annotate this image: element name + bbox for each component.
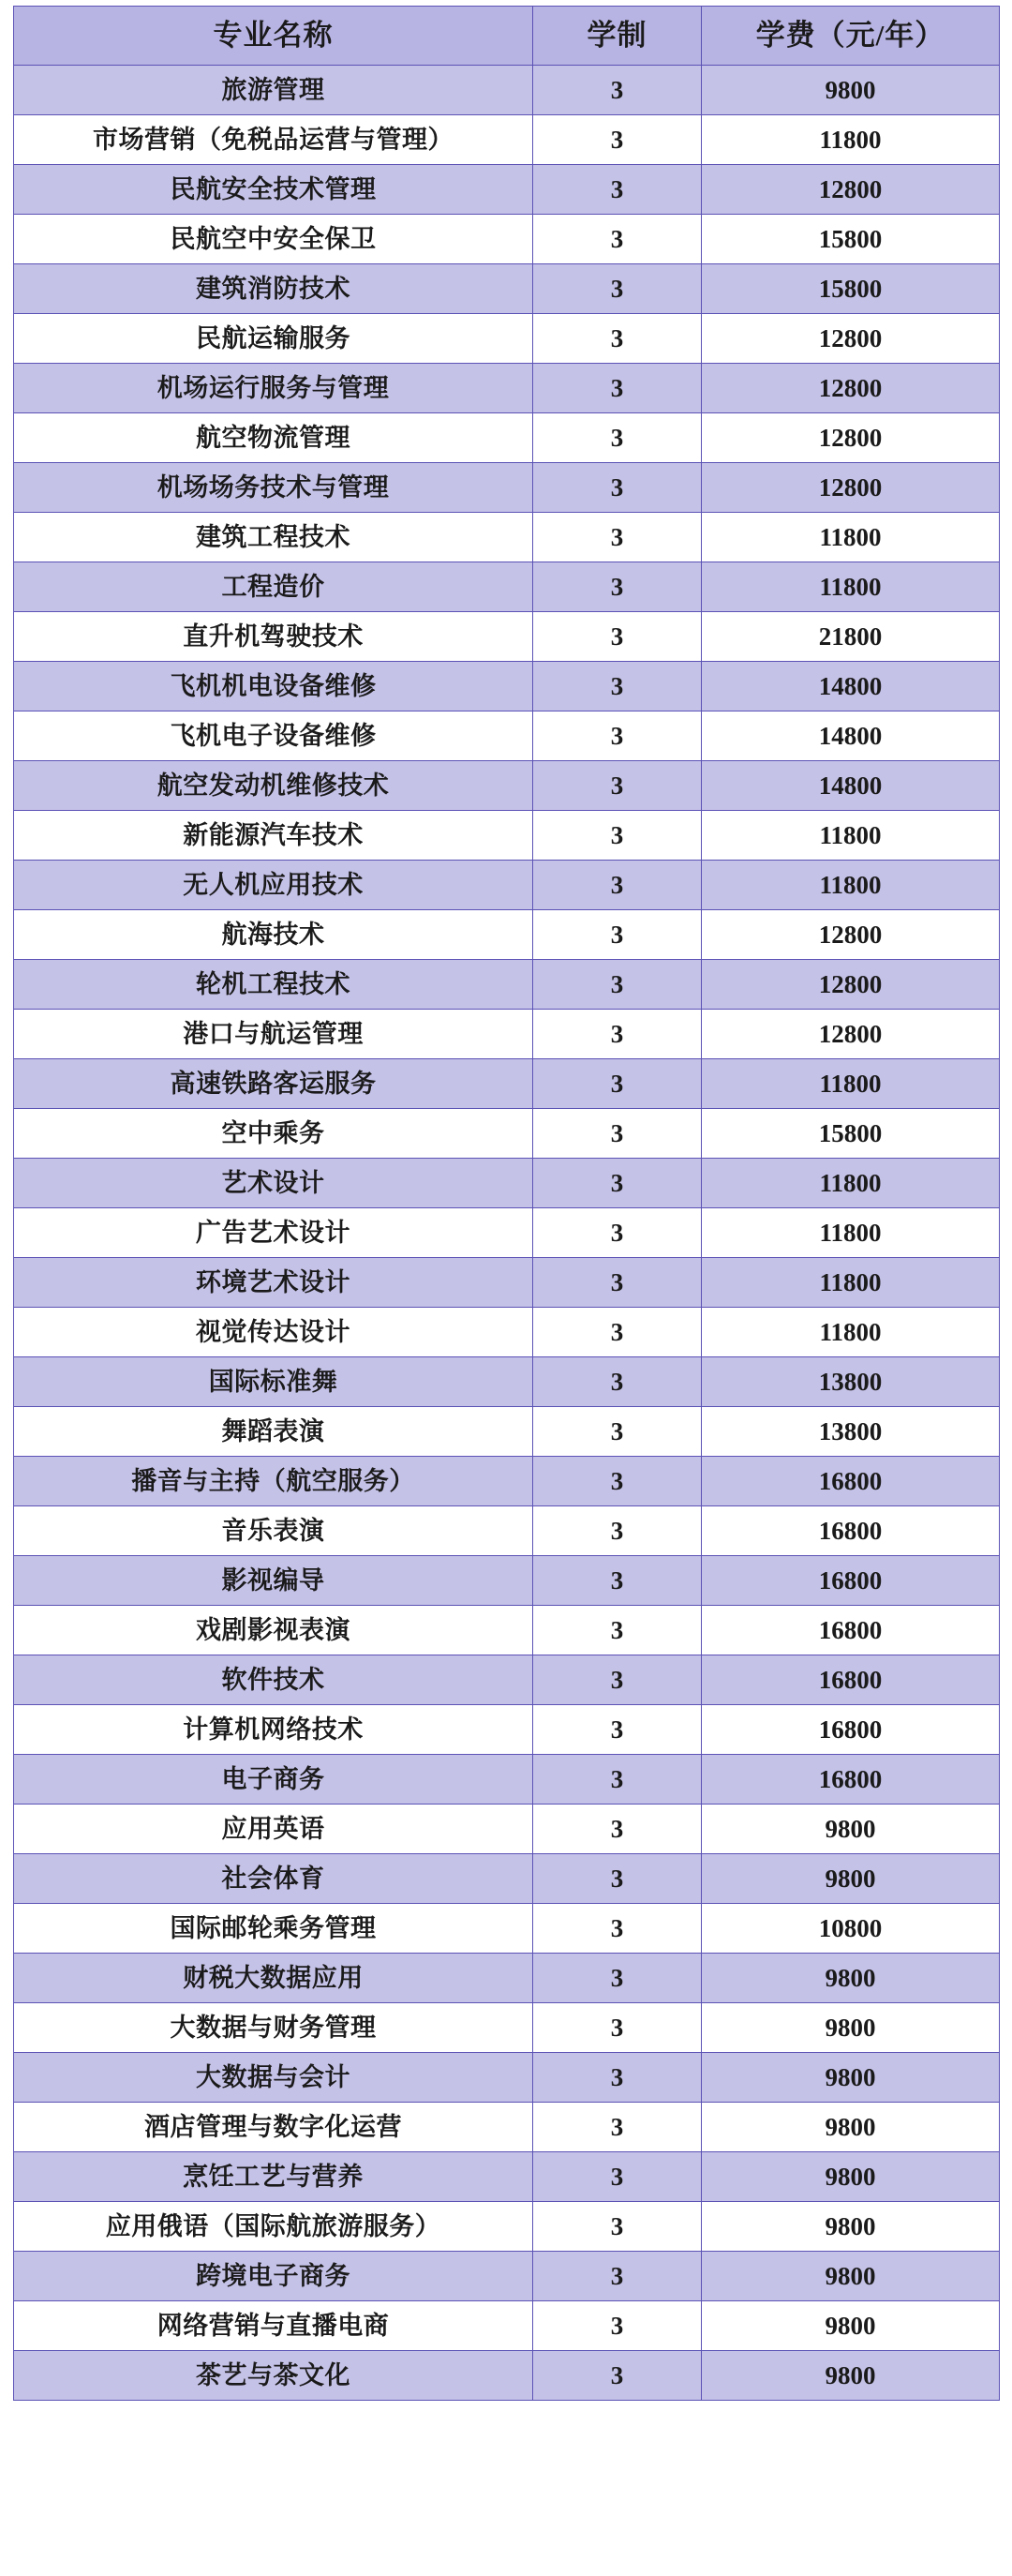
table-row [14,513,1000,562]
cell-fee: 12800 [702,314,1000,364]
cell-major: 电子商务 [14,1755,533,1805]
cell-major: 应用俄语（国际航旅游服务） [14,2202,533,2252]
cell-years: 3 [533,1208,702,1258]
table-row [14,1655,1000,1705]
cell-fee: 9800 [702,2252,1000,2301]
cell-years: 3 [533,1059,702,1109]
cell-years: 3 [533,861,702,910]
cell-years: 3 [533,413,702,463]
table-row [14,2103,1000,2152]
cell-fee: 9800 [702,1854,1000,1904]
cell-major: 戏剧影视表演 [14,1606,533,1655]
cell-major: 市场营销（免税品运营与管理） [14,115,533,165]
table-row [14,115,1000,165]
cell-years: 3 [533,2103,702,2152]
cell-major: 社会体育 [14,1854,533,1904]
cell-years: 3 [533,2003,702,2053]
table-row [14,1606,1000,1655]
cell-fee: 14800 [702,662,1000,711]
cell-years: 3 [533,314,702,364]
table-row [14,861,1000,910]
cell-major: 航空发动机维修技术 [14,761,533,811]
cell-years: 3 [533,215,702,264]
table-row [14,264,1000,314]
cell-fee: 11800 [702,1258,1000,1308]
cell-major: 工程造价 [14,562,533,612]
table-row [14,1208,1000,1258]
cell-years: 3 [533,1506,702,1556]
cell-fee: 12800 [702,1010,1000,1059]
cell-major: 民航安全技术管理 [14,165,533,215]
cell-major: 无人机应用技术 [14,861,533,910]
cell-years: 3 [533,910,702,960]
cell-major: 音乐表演 [14,1506,533,1556]
cell-major: 环境艺术设计 [14,1258,533,1308]
cell-years: 3 [533,463,702,513]
cell-major: 国际邮轮乘务管理 [14,1904,533,1954]
cell-fee: 16800 [702,1755,1000,1805]
table-row [14,1258,1000,1308]
table-row [14,364,1000,413]
cell-years: 3 [533,2351,702,2401]
table-body [14,66,1000,2401]
cell-years: 3 [533,1457,702,1506]
cell-years: 3 [533,1159,702,1208]
cell-fee: 9800 [702,1805,1000,1854]
cell-major: 舞蹈表演 [14,1407,533,1457]
table-row [14,761,1000,811]
cell-major: 民航空中安全保卫 [14,215,533,264]
cell-major: 软件技术 [14,1655,533,1705]
cell-major: 建筑工程技术 [14,513,533,562]
cell-years: 3 [533,1705,702,1755]
cell-major: 建筑消防技术 [14,264,533,314]
cell-major: 烹饪工艺与营养 [14,2152,533,2202]
cell-years: 3 [533,2152,702,2202]
cell-years: 3 [533,115,702,165]
table-row [14,1308,1000,1357]
table-row [14,1954,1000,2003]
table-row [14,2053,1000,2103]
cell-fee: 15800 [702,215,1000,264]
cell-years: 3 [533,1606,702,1655]
cell-major: 国际标准舞 [14,1357,533,1407]
cell-fee: 10800 [702,1904,1000,1954]
cell-fee: 9800 [702,2103,1000,2152]
table-row [14,1407,1000,1457]
table-row [14,1357,1000,1407]
cell-fee: 11800 [702,115,1000,165]
cell-years: 3 [533,2301,702,2351]
cell-fee: 16800 [702,1655,1000,1705]
cell-fee: 9800 [702,2202,1000,2252]
cell-years: 3 [533,1655,702,1705]
tuition-table [13,6,1000,2401]
cell-years: 3 [533,513,702,562]
table-row [14,2252,1000,2301]
cell-fee: 11800 [702,562,1000,612]
cell-major: 高速铁路客运服务 [14,1059,533,1109]
cell-fee: 15800 [702,1109,1000,1159]
cell-years: 3 [533,2202,702,2252]
cell-major: 视觉传达设计 [14,1308,533,1357]
column-header-fee: 学费（元/年） [702,7,1000,66]
cell-fee: 16800 [702,1606,1000,1655]
cell-years: 3 [533,1258,702,1308]
table-row [14,811,1000,861]
table-header [14,7,1000,66]
column-header-years: 学制 [533,7,702,66]
cell-major: 跨境电子商务 [14,2252,533,2301]
table-row [14,2003,1000,2053]
table-row [14,2301,1000,2351]
cell-fee: 11800 [702,1059,1000,1109]
cell-major: 机场场务技术与管理 [14,463,533,513]
table-row [14,314,1000,364]
table-row [14,1556,1000,1606]
cell-major: 影视编导 [14,1556,533,1606]
cell-major: 机场运行服务与管理 [14,364,533,413]
cell-fee: 9800 [702,2053,1000,2103]
cell-years: 3 [533,2252,702,2301]
cell-years: 3 [533,1854,702,1904]
cell-major: 航空物流管理 [14,413,533,463]
cell-years: 3 [533,165,702,215]
cell-major: 飞机电子设备维修 [14,711,533,761]
cell-major: 网络营销与直播电商 [14,2301,533,2351]
cell-major: 广告艺术设计 [14,1208,533,1258]
cell-fee: 16800 [702,1556,1000,1606]
table-row [14,1159,1000,1208]
cell-fee: 21800 [702,612,1000,662]
cell-major: 计算机网络技术 [14,1705,533,1755]
cell-fee: 11800 [702,861,1000,910]
cell-fee: 11800 [702,811,1000,861]
table-row [14,612,1000,662]
cell-major: 轮机工程技术 [14,960,533,1010]
cell-years: 3 [533,1109,702,1159]
cell-major: 艺术设计 [14,1159,533,1208]
table-row [14,413,1000,463]
table-row [14,1506,1000,1556]
table-row [14,1457,1000,1506]
cell-major: 民航运输服务 [14,314,533,364]
table-row [14,1705,1000,1755]
cell-fee: 16800 [702,1457,1000,1506]
table-row [14,910,1000,960]
table-row [14,215,1000,264]
column-header-major: 专业名称 [14,7,533,66]
cell-fee: 9800 [702,1954,1000,2003]
cell-major: 酒店管理与数字化运营 [14,2103,533,2152]
cell-major: 茶艺与茶文化 [14,2351,533,2401]
cell-major: 大数据与会计 [14,2053,533,2103]
cell-fee: 14800 [702,711,1000,761]
cell-major: 旅游管理 [14,66,533,115]
cell-fee: 9800 [702,2351,1000,2401]
cell-fee: 13800 [702,1407,1000,1457]
table-row [14,1059,1000,1109]
cell-years: 3 [533,761,702,811]
table-row [14,66,1000,115]
cell-fee: 12800 [702,910,1000,960]
cell-fee: 12800 [702,413,1000,463]
cell-fee: 11800 [702,1308,1000,1357]
cell-fee: 9800 [702,2301,1000,2351]
table-row [14,711,1000,761]
table-row [14,1109,1000,1159]
cell-years: 3 [533,960,702,1010]
table-row [14,562,1000,612]
cell-years: 3 [533,1556,702,1606]
cell-fee: 16800 [702,1705,1000,1755]
cell-major: 航海技术 [14,910,533,960]
cell-fee: 16800 [702,1506,1000,1556]
cell-years: 3 [533,1308,702,1357]
table-row [14,960,1000,1010]
table-row [14,1904,1000,1954]
cell-years: 3 [533,662,702,711]
cell-years: 3 [533,1954,702,2003]
cell-major: 大数据与财务管理 [14,2003,533,2053]
table-row [14,165,1000,215]
cell-fee: 9800 [702,2152,1000,2202]
cell-major: 播音与主持（航空服务） [14,1457,533,1506]
cell-major: 空中乘务 [14,1109,533,1159]
table-header-row [14,7,1000,66]
table-row [14,463,1000,513]
cell-major: 财税大数据应用 [14,1954,533,2003]
cell-major: 新能源汽车技术 [14,811,533,861]
cell-major: 飞机机电设备维修 [14,662,533,711]
cell-years: 3 [533,1805,702,1854]
table-row [14,1805,1000,1854]
cell-major: 直升机驾驶技术 [14,612,533,662]
cell-years: 3 [533,1407,702,1457]
cell-years: 3 [533,612,702,662]
table-row [14,1010,1000,1059]
cell-fee: 11800 [702,513,1000,562]
cell-fee: 12800 [702,463,1000,513]
table-row [14,1755,1000,1805]
cell-fee: 13800 [702,1357,1000,1407]
cell-years: 3 [533,264,702,314]
cell-fee: 14800 [702,761,1000,811]
table-row [14,2152,1000,2202]
cell-fee: 11800 [702,1208,1000,1258]
cell-fee: 15800 [702,264,1000,314]
cell-major: 港口与航运管理 [14,1010,533,1059]
table-row [14,2202,1000,2252]
cell-years: 3 [533,1357,702,1407]
table-row [14,2351,1000,2401]
cell-fee: 11800 [702,1159,1000,1208]
cell-years: 3 [533,1904,702,1954]
cell-years: 3 [533,364,702,413]
cell-years: 3 [533,562,702,612]
cell-years: 3 [533,711,702,761]
cell-years: 3 [533,811,702,861]
table-row [14,662,1000,711]
cell-years: 3 [533,1010,702,1059]
cell-years: 3 [533,66,702,115]
cell-fee: 12800 [702,165,1000,215]
cell-fee: 9800 [702,2003,1000,2053]
cell-years: 3 [533,2053,702,2103]
cell-years: 3 [533,1755,702,1805]
cell-fee: 12800 [702,960,1000,1010]
cell-major: 应用英语 [14,1805,533,1854]
table-row [14,1854,1000,1904]
cell-fee: 12800 [702,364,1000,413]
cell-fee: 9800 [702,66,1000,115]
